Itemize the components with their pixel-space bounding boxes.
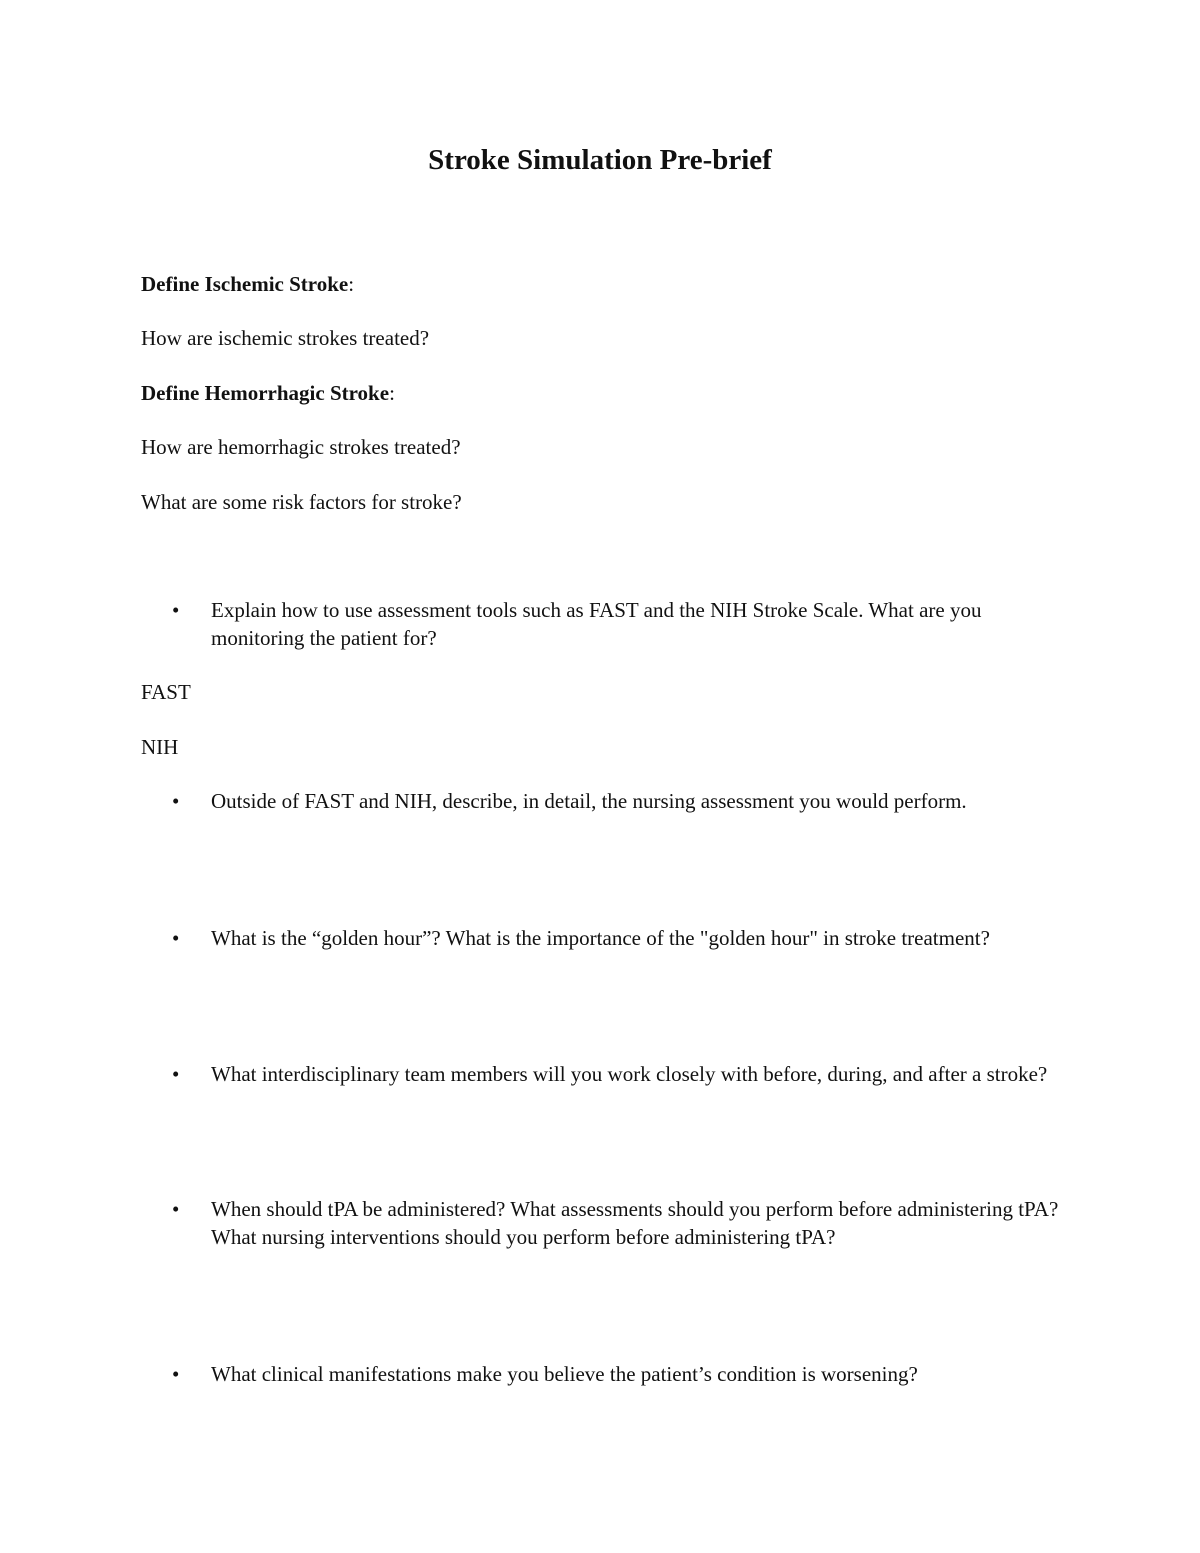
question-risk-factors: What are some risk factors for stroke? xyxy=(141,490,462,514)
define-hemorrhagic-heading xyxy=(141,379,395,407)
bullet-text: When should tPA be administered? What assessments should you perform before administering tPA? What nursing interventions should you perform before administering tPA? xyxy=(211,1197,1059,1249)
define-hemorrhagic-colon: : xyxy=(389,381,395,405)
define-ischemic-colon: : xyxy=(348,272,355,296)
bullet-icon: • xyxy=(172,926,180,950)
question-ischemic-treatment: How are ischemic strokes treated? xyxy=(141,326,430,350)
fast-label: FAST xyxy=(141,680,191,704)
document-title: Stroke Simulation Pre-brief xyxy=(428,144,772,176)
bullet-icon: • xyxy=(172,1062,180,1086)
bullet-text: What is the “golden hour”? What is the importance of the "golden hour" in stroke treatment? xyxy=(211,926,990,950)
bullet-icon: • xyxy=(172,789,180,813)
bullet-icon: • xyxy=(172,598,180,622)
bullet-icon: • xyxy=(172,1197,180,1221)
define-hemorrhagic-label: Define Hemorrhagic Stroke xyxy=(141,381,390,405)
question-hemorrhagic-treatment: How are hemorrhagic strokes treated? xyxy=(141,435,461,459)
define-ischemic-label: Define Ischemic Stroke xyxy=(141,272,349,296)
define-ischemic-heading xyxy=(141,270,354,298)
bullet-text: Outside of FAST and NIH, describe, in detail, the nursing assessment you would perform. xyxy=(211,789,967,813)
bullet-text: What clinical manifestations make you believe the patient’s condition is worsening? xyxy=(211,1362,918,1386)
bullet-text: What interdisciplinary team members will you work closely with before, during, and after a stroke? xyxy=(211,1062,1048,1086)
nih-label: NIH xyxy=(141,735,179,759)
bullet-icon: • xyxy=(172,1362,180,1386)
bullet-text: Explain how to use assessment tools such as FAST and the NIH Stroke Scale. What are you monitoring the patient for? xyxy=(211,598,982,650)
